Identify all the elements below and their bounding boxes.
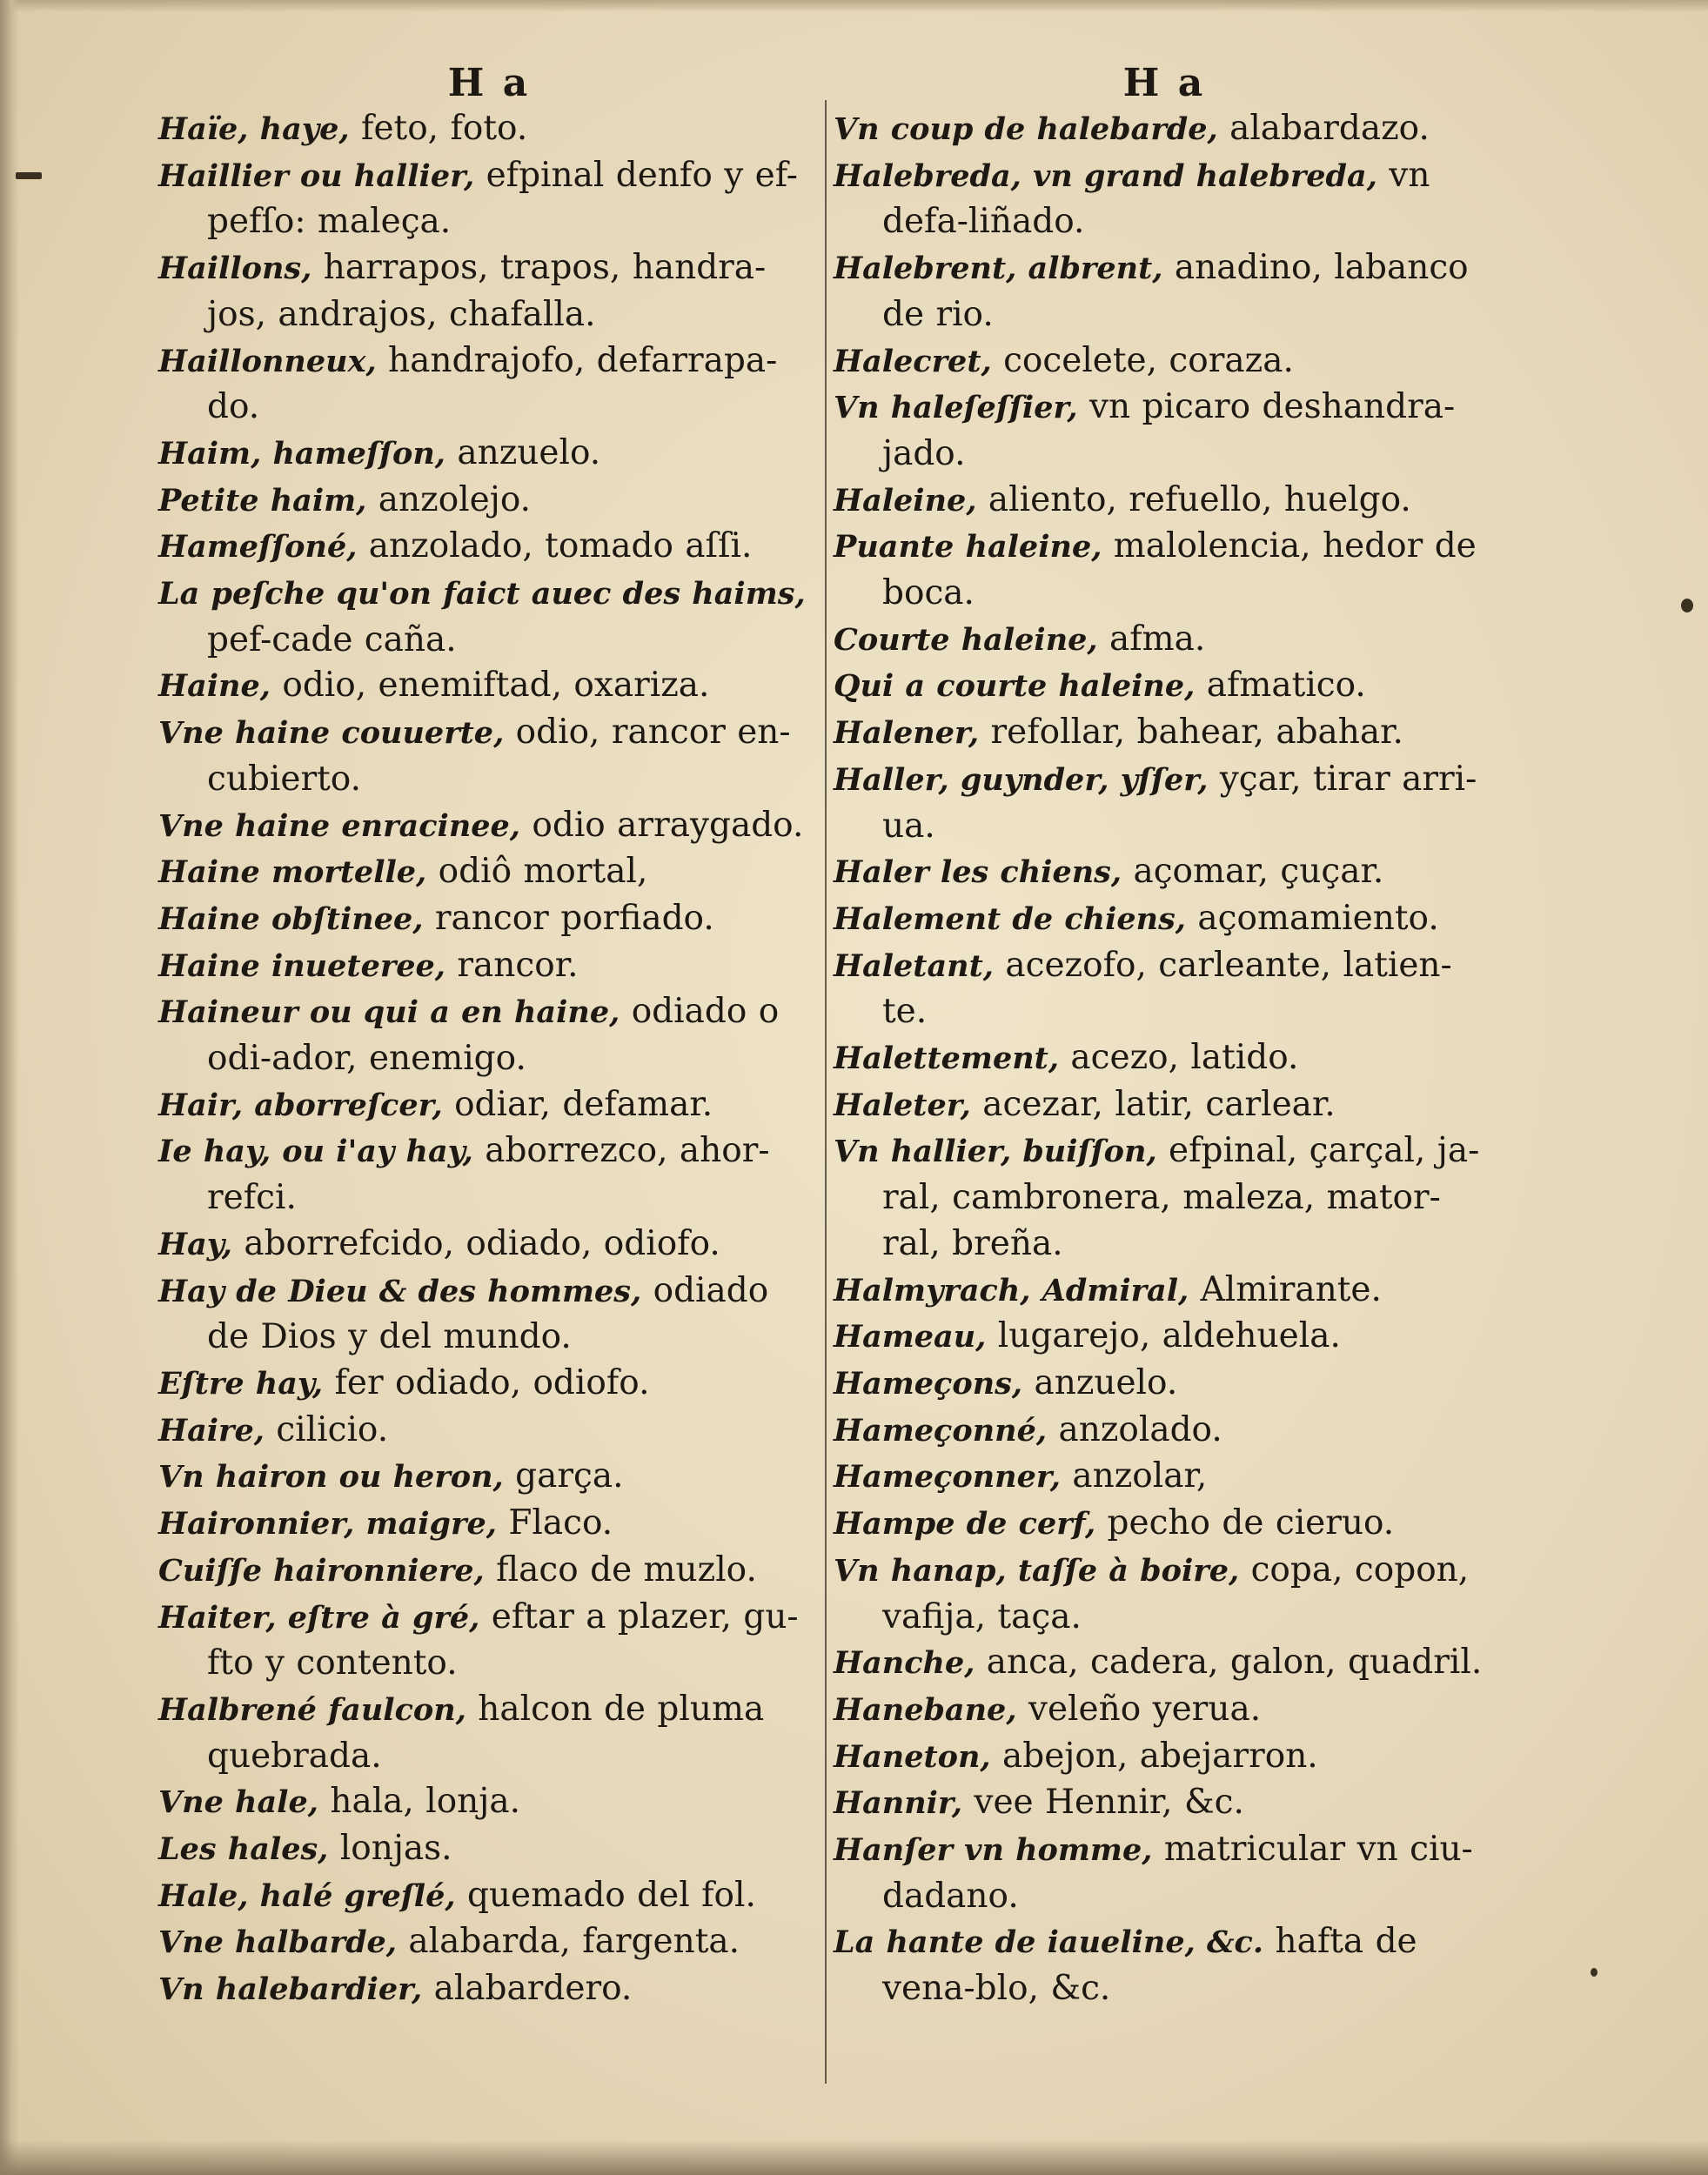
dictionary-entry [158,803,820,850]
entry-headword: Hampe de cerf, [834,1506,1096,1543]
entry-headword: Halecret, [834,343,992,379]
entry-headword: Hameçonné, [834,1412,1048,1449]
left-column [158,61,820,2013]
entry-headword: Vn haleſeſſier, [834,390,1078,426]
dictionary-entry [834,757,1495,849]
entry-headword: Haillons, [158,251,312,287]
entry-headword: Eſtre hay, [158,1365,324,1402]
dictionary-entry [834,385,1495,477]
dictionary-entry [158,1919,820,1966]
entry-headword: Vne haine couuerte, [158,715,505,752]
right-entries [834,106,1495,2012]
dictionary-entry [834,710,1495,757]
entry-translation: acezofo, carleante, latien-te. [882,945,1452,1032]
entry-headword: Vn halebardier, [158,1971,423,2008]
entry-translation: halcon de pluma quebrada. [207,1689,765,1776]
entry-translation: Almirante. [1189,1269,1382,1309]
dictionary-entry [834,153,1495,245]
entry-translation: lugarejo, aldehuela. [986,1316,1341,1356]
entry-translation: odiô mortal, [426,852,648,892]
entry-headword: Courte haleine, [834,621,1098,658]
entry-headword: Les hales, [158,1831,329,1868]
dictionary-entry [834,1082,1495,1129]
entry-headword: Haine, [158,668,271,705]
page-edge-bottom [0,2140,1708,2175]
dictionary-entry [834,1501,1495,1548]
entry-headword: Cuiſſe haironniere, [158,1552,485,1589]
entry-headword: Hameſſoné, [158,529,358,566]
entry-headword: Haletant, [834,947,994,984]
dictionary-entry [158,1873,820,1920]
entry-headword: Haim, hameſſon, [158,435,445,472]
left-header: H a [447,61,531,105]
dictionary-entry [158,245,820,338]
entry-translation: feto, foto. [349,109,528,148]
entry-translation: anca, cadera, galon, quadril. [975,1643,1483,1683]
entry-translation: odio, rancor en-cubierto. [207,713,791,799]
dictionary-entry [158,663,820,710]
dictionary-entry [834,943,1495,1035]
entry-translation: garça. [503,1456,624,1496]
entry-translation: abejon, abejarron. [990,1736,1318,1776]
dictionary-entry [158,106,820,153]
right-header: H a [1122,61,1206,105]
dictionary-entry [834,478,1495,525]
entry-headword: Hanebane, [834,1691,1017,1728]
entry-headword: Haine obſtinee, [158,900,424,937]
entry-headword: Halebrent, albrent, [834,251,1163,287]
dictionary-entry [834,245,1495,338]
left-entries [158,106,820,2013]
page-edge-top [0,0,1708,12]
entry-translation: aliento, refuello, huelgo. [976,479,1411,519]
entry-translation: anzuelo. [1022,1362,1178,1402]
dictionary-entry [834,617,1495,664]
entry-translation: refollar, bahear, abahar. [979,713,1403,753]
entry-headword: Haillonneux, [158,343,377,379]
entry-translation: handrajofo, defarrapa-do. [207,340,778,427]
entry-translation: alabardazo. [1217,109,1430,148]
right-column [834,61,1495,2012]
dictionary-entry [158,338,820,431]
entry-translation: afmatico. [1195,666,1366,706]
dictionary-entry [834,1734,1495,1781]
dictionary-entry [158,1082,820,1129]
dictionary-entry [834,1268,1495,1315]
entry-headword: Hanche, [834,1645,975,1682]
dictionary-entry [158,710,820,802]
dictionary-entry [158,1454,820,1501]
entry-translation: fer odiado, odiofo. [323,1362,650,1402]
entry-translation: rancor porfiado. [423,898,714,938]
entry-translation: odio arraygado. [519,805,804,845]
entry-translation: anzuelo. [445,432,601,472]
entry-translation: flaco de muzlo. [484,1549,757,1589]
dictionary-entry [158,1548,820,1595]
entry-headword: La hante de iaueline, &c. [834,1924,1264,1961]
dictionary-entry [834,1780,1495,1827]
dictionary-entry [158,1595,820,1687]
entry-translation: afma. [1097,619,1206,659]
dictionary-entry [158,989,820,1081]
dictionary-entry [158,478,820,525]
entry-translation: odiar, defamar. [442,1084,713,1124]
entry-headword: Hameçonner, [834,1459,1061,1496]
entry-headword: Haillier ou hallier, [158,157,475,194]
entry-headword: Hay, [158,1226,232,1262]
dictionary-entry [834,896,1495,943]
dictionary-entry [158,1268,820,1361]
entry-translation: odiado o odi-ador, enemigo. [207,992,780,1079]
dictionary-entry [158,1687,820,1779]
entry-headword: Haire, [158,1412,265,1449]
dictionary-entry [158,1361,820,1408]
entry-headword: Hale, halé greſlé, [158,1877,456,1914]
entry-translation: lonjas. [328,1829,452,1869]
entry-headword: Vne hale, [158,1784,318,1821]
entry-headword: Haineur ou qui a en haine, [158,994,620,1031]
entry-translation: veleño yerua. [1016,1689,1262,1729]
entry-translation: harrapos, trapos, handra-jos, andrajos, chafalla. [207,248,767,334]
entry-headword: Ie hay, ou i'ay hay, [158,1134,473,1170]
dictionary-entry [158,431,820,478]
entry-translation: hafta de vena-blo, &c. [882,1922,1417,2009]
dictionary-entry [158,1128,820,1221]
entry-headword: Vn hanap, taſſe à boire, [834,1552,1240,1589]
ink-mark [16,172,42,179]
entry-headword: Halbrené faulcon, [158,1691,466,1728]
entry-translation: aborrezco, ahor-refci. [207,1131,770,1218]
dictionary-entry [158,1966,820,2013]
entry-translation: odiado de Dios y del mundo. [207,1270,769,1357]
entry-headword: Vn coup de halebarde, [834,111,1218,147]
entry-headword: Haller, guynder, yſſer, [834,761,1209,798]
entry-translation: quemado del fol. [455,1875,756,1915]
dictionary-entry [834,338,1495,385]
dictionary-entry [158,849,820,896]
entry-translation: acezar, latir, carlear. [970,1084,1336,1124]
entry-headword: Vne halbarde, [158,1924,397,1961]
entry-translation: odio, enemiftad, oxariza. [270,666,710,706]
entry-headword: Halettement, [834,1041,1060,1077]
dictionary-entry [834,1128,1495,1267]
dictionary-entry [834,106,1495,153]
entry-headword: Hair, aborreſcer, [158,1087,443,1123]
ink-spot [1591,1968,1597,1977]
dictionary-entry [158,1779,820,1826]
dictionary-entry [158,524,820,571]
entry-headword: Vne haine enracinee, [158,807,520,844]
entry-headword: Hanſer vn homme, [834,1832,1153,1869]
dictionary-entry [834,524,1495,616]
entry-translation: anzolar, [1060,1456,1208,1496]
dictionary-entry [834,1687,1495,1734]
ink-spot [1681,599,1693,612]
dictionary-entry [834,1548,1495,1640]
entry-translation: efpinal denfo y ef-pefſo: maleça. [207,155,798,242]
dictionary-entry [834,1361,1495,1408]
entry-translation: Flaco. [496,1503,613,1543]
entry-translation: alabardero. [422,1969,633,2009]
column-divider [825,100,827,2084]
entry-headword: Halmyrach, Admiral, [834,1272,1189,1308]
entry-translation: vn picaro deshandra-jado. [882,387,1456,473]
entry-headword: Qui a courte haleine, [834,668,1196,705]
entry-headword: La peſche qu'on faict auec des haims, [158,576,806,612]
entry-translation: rancor. [445,945,579,985]
entry-headword: Haneton, [834,1738,991,1775]
entry-translation: aborrefcido, odiado, odiofo. [231,1223,720,1263]
entry-headword: Puante haleine, [834,529,1102,566]
dictionary-entry [158,153,820,245]
dictionary-entry [834,1827,1495,1919]
entry-headword: Hameau, [834,1319,987,1355]
entry-headword: Petite haim, [158,482,367,519]
dictionary-entry [834,1035,1495,1082]
entry-translation: açomamiento. [1186,898,1439,938]
entry-headword: Haiter, eſtre à gré, [158,1599,480,1636]
entry-headword: Haïe, haye, [158,111,350,147]
entry-translation: anadino, labanco de rio. [882,248,1469,334]
entry-headword: Hay de Dieu & des hommes, [158,1273,642,1309]
entry-headword: Hameçons, [834,1365,1023,1402]
entry-headword: Vn hallier, buiſſon, [834,1134,1157,1170]
dictionary-entry [834,1640,1495,1687]
dictionary-entry [158,896,820,943]
entry-headword: Haleter, [834,1087,971,1123]
entry-translation: vee Hennir, &c. [962,1783,1244,1823]
entry-translation: cocelete, coraza. [991,340,1294,380]
entry-headword: Haironnier, maigre, [158,1506,497,1543]
entry-translation: açomar, çuçar. [1122,852,1384,892]
entry-translation: anzolado, tomado aſſi. [357,526,753,566]
dictionary-entry [158,571,820,663]
entry-translation: pef-cade caña. [207,619,457,659]
dictionary-entry [158,943,820,990]
dictionary-entry [834,1314,1495,1361]
dictionary-entry [834,1408,1495,1455]
entry-translation: copa, copon, vafija, taça. [882,1549,1470,1636]
entry-translation: anzolado. [1047,1409,1222,1449]
page-edge-left [0,0,19,2175]
entry-headword: Haleine, [834,482,977,519]
entry-translation: yçar, tirar arri-ua. [882,759,1477,846]
entry-translation: acezo, latido. [1059,1038,1299,1078]
dictionary-entry [158,1221,820,1268]
entry-headword: Halement de chiens, [834,900,1186,937]
entry-translation: pecho de cieruo. [1095,1503,1395,1543]
dictionary-entry [834,663,1495,710]
entry-translation: hala, lonja. [318,1782,521,1822]
entry-translation: malolencia, hedor de boca. [882,526,1477,613]
dictionary-entry [834,1919,1495,2011]
entry-translation: alabarda, fargenta. [397,1922,740,1962]
entry-headword: Vn hairon ou heron, [158,1459,504,1496]
dictionary-entry [834,1454,1495,1501]
entry-translation: vn defa-liñado. [882,155,1430,242]
entry-translation: cilicio. [264,1409,389,1449]
dictionary-entry [158,1826,820,1873]
entry-translation: eftar a plazer, gu-fto y contento. [207,1596,799,1683]
entry-headword: Halebreda, vn grand halebreda, [834,157,1377,194]
entry-headword: Hannir, [834,1785,963,1822]
entry-headword: Haler les chiens, [834,854,1122,891]
dictionary-entry [158,1408,820,1455]
entry-headword: Halener, [834,715,980,752]
entry-headword: Haine inueteree, [158,947,445,984]
entry-translation: matricular vn ciu-dadano. [882,1830,1473,1916]
entry-translation: anzolejo. [366,479,532,519]
dictionary-entry [834,849,1495,896]
entry-headword: Haine mortelle, [158,854,427,891]
entry-translation: efpinal, çarçal, ja-ral, cambronera, maleza, mator-ral, breña. [882,1131,1480,1263]
dictionary-entry [158,1501,820,1548]
